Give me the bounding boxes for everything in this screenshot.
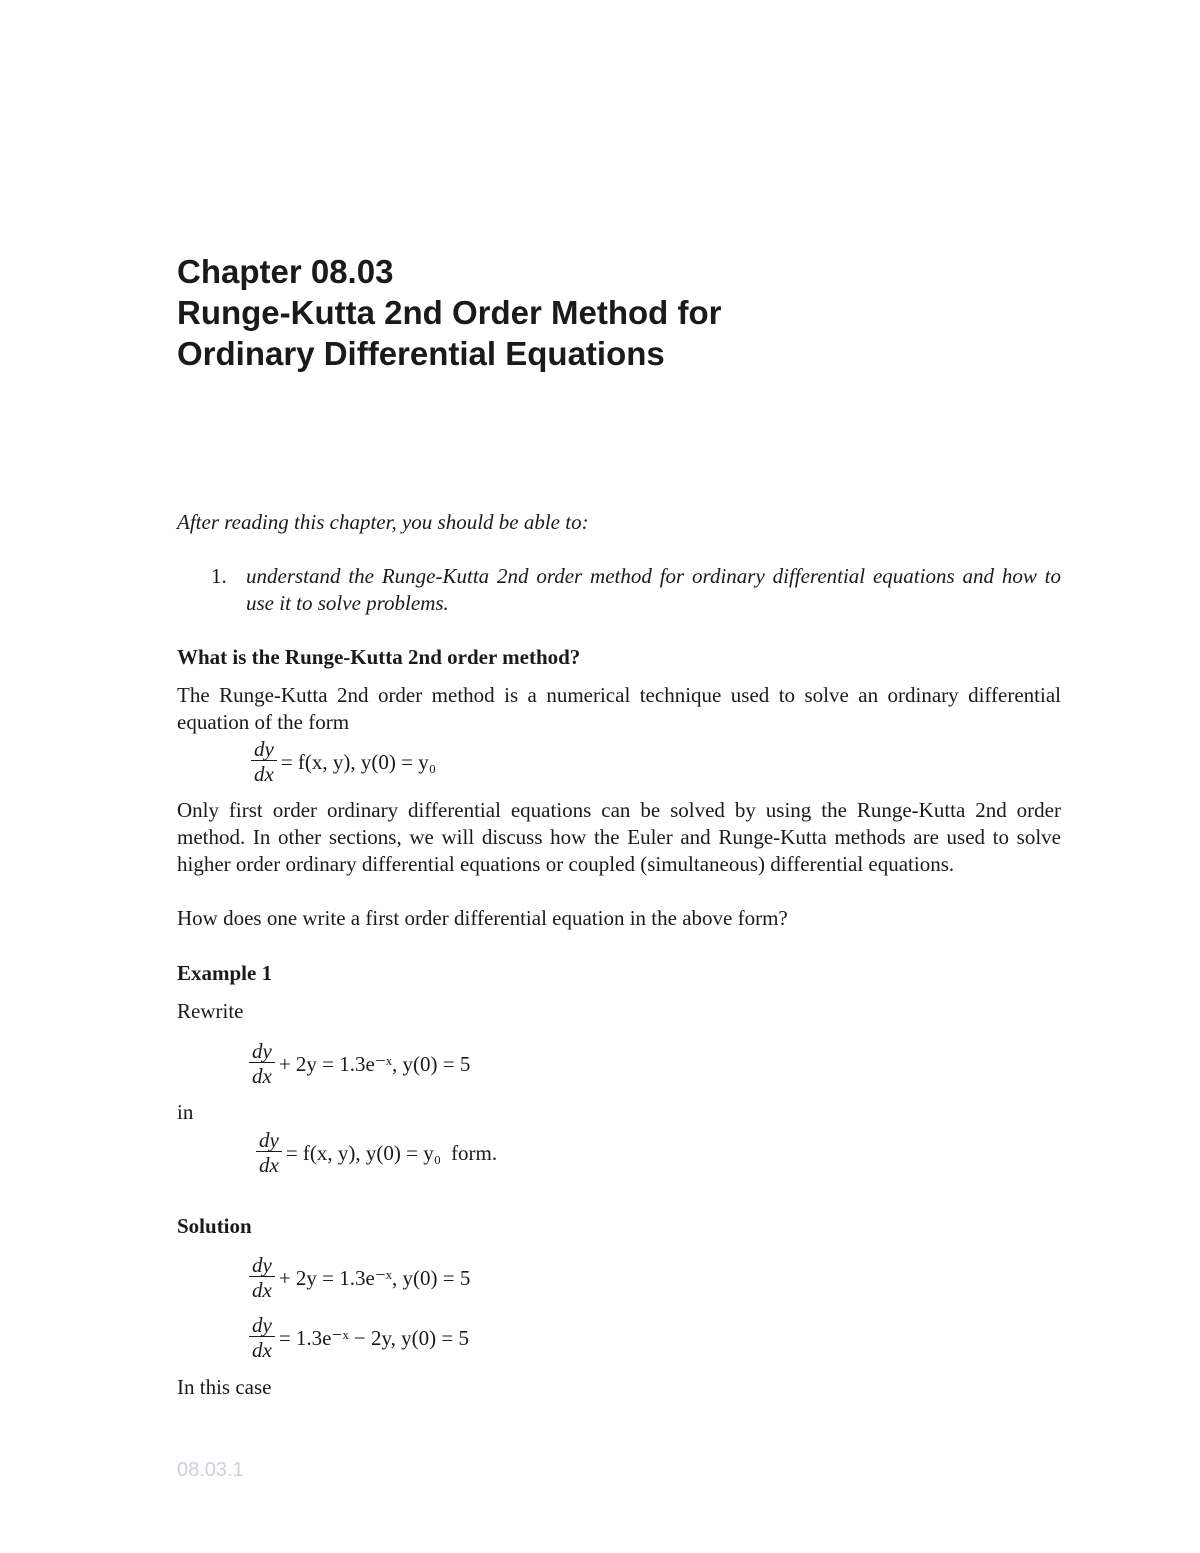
equation-rhs: = 1.3e⁻ˣ − 2y, y(0) = 5 bbox=[278, 1325, 469, 1350]
fraction-numerator: dy bbox=[252, 1313, 272, 1337]
page-number: 08.03.1 bbox=[177, 1459, 244, 1481]
example-equation-1 bbox=[249, 1040, 470, 1087]
solution-heading: Solution bbox=[177, 1214, 252, 1238]
fraction-denominator: dx bbox=[256, 1151, 282, 1176]
equation-suffix: form. bbox=[451, 1140, 498, 1165]
section-paragraph-3: How does one write a first order differential equation in the above form? bbox=[177, 906, 788, 930]
fraction-numerator: dy bbox=[252, 1039, 272, 1063]
solution-equation-1 bbox=[249, 1254, 470, 1301]
equation-rhs: = f(x, y), y(0) = y₀ bbox=[280, 749, 437, 774]
example-heading: Example 1 bbox=[177, 961, 273, 985]
solution-in-this-case: In this case bbox=[177, 1375, 272, 1399]
fraction-denominator: dx bbox=[251, 760, 277, 785]
example-rewrite-label: Rewrite bbox=[177, 999, 244, 1023]
equation-rhs: = f(x, y), y(0) = y₀ bbox=[285, 1140, 442, 1165]
derivative-fraction bbox=[256, 1129, 282, 1176]
section-intro-paragraph: The Runge-Kutta 2nd order method is a numerical technique used to solve an ordinary differential equation of the form bbox=[177, 683, 1061, 734]
fraction-denominator: dx bbox=[249, 1276, 275, 1301]
example-in-label: in bbox=[177, 1100, 194, 1124]
fraction-numerator: dy bbox=[254, 737, 274, 761]
fraction-denominator: dx bbox=[249, 1336, 275, 1361]
fraction-numerator: dy bbox=[259, 1128, 279, 1152]
section-heading: What is the Runge-Kutta 2nd order method? bbox=[177, 645, 581, 669]
chapter-title-line1: Runge-Kutta 2nd Order Method for bbox=[177, 294, 722, 331]
ode-general-form-equation bbox=[251, 738, 436, 785]
equation-rhs: + 2y = 1.3e⁻ˣ, y(0) = 5 bbox=[278, 1051, 471, 1076]
derivative-fraction bbox=[249, 1040, 275, 1087]
example-equation-2 bbox=[256, 1129, 497, 1176]
derivative-fraction bbox=[249, 1254, 275, 1301]
chapter-title-line2: Ordinary Differential Equations bbox=[177, 335, 665, 372]
solution-equation-2 bbox=[249, 1314, 469, 1361]
chapter-number: Chapter 08.03 bbox=[177, 253, 394, 290]
objective-text: understand the Runge-Kutta 2nd order method for ordinary differential equations and how to use it to solve problems. bbox=[246, 564, 1061, 615]
section-paragraph-2: Only first order ordinary differential equations can be solved by using the Runge-Kutta 2nd order method. In other sections, we will discuss how the Euler and Runge-Kutta methods are used to solve higher order ordinary differential equations or coupled (simultaneous) differential equations. bbox=[177, 798, 1061, 876]
derivative-fraction bbox=[249, 1314, 275, 1361]
derivative-fraction bbox=[251, 738, 277, 785]
objective-number: 1. bbox=[211, 564, 227, 588]
fraction-denominator: dx bbox=[249, 1062, 275, 1087]
fraction-numerator: dy bbox=[252, 1253, 272, 1277]
equation-rhs: + 2y = 1.3e⁻ˣ, y(0) = 5 bbox=[278, 1265, 471, 1290]
objectives-intro: After reading this chapter, you should be able to: bbox=[177, 510, 589, 534]
